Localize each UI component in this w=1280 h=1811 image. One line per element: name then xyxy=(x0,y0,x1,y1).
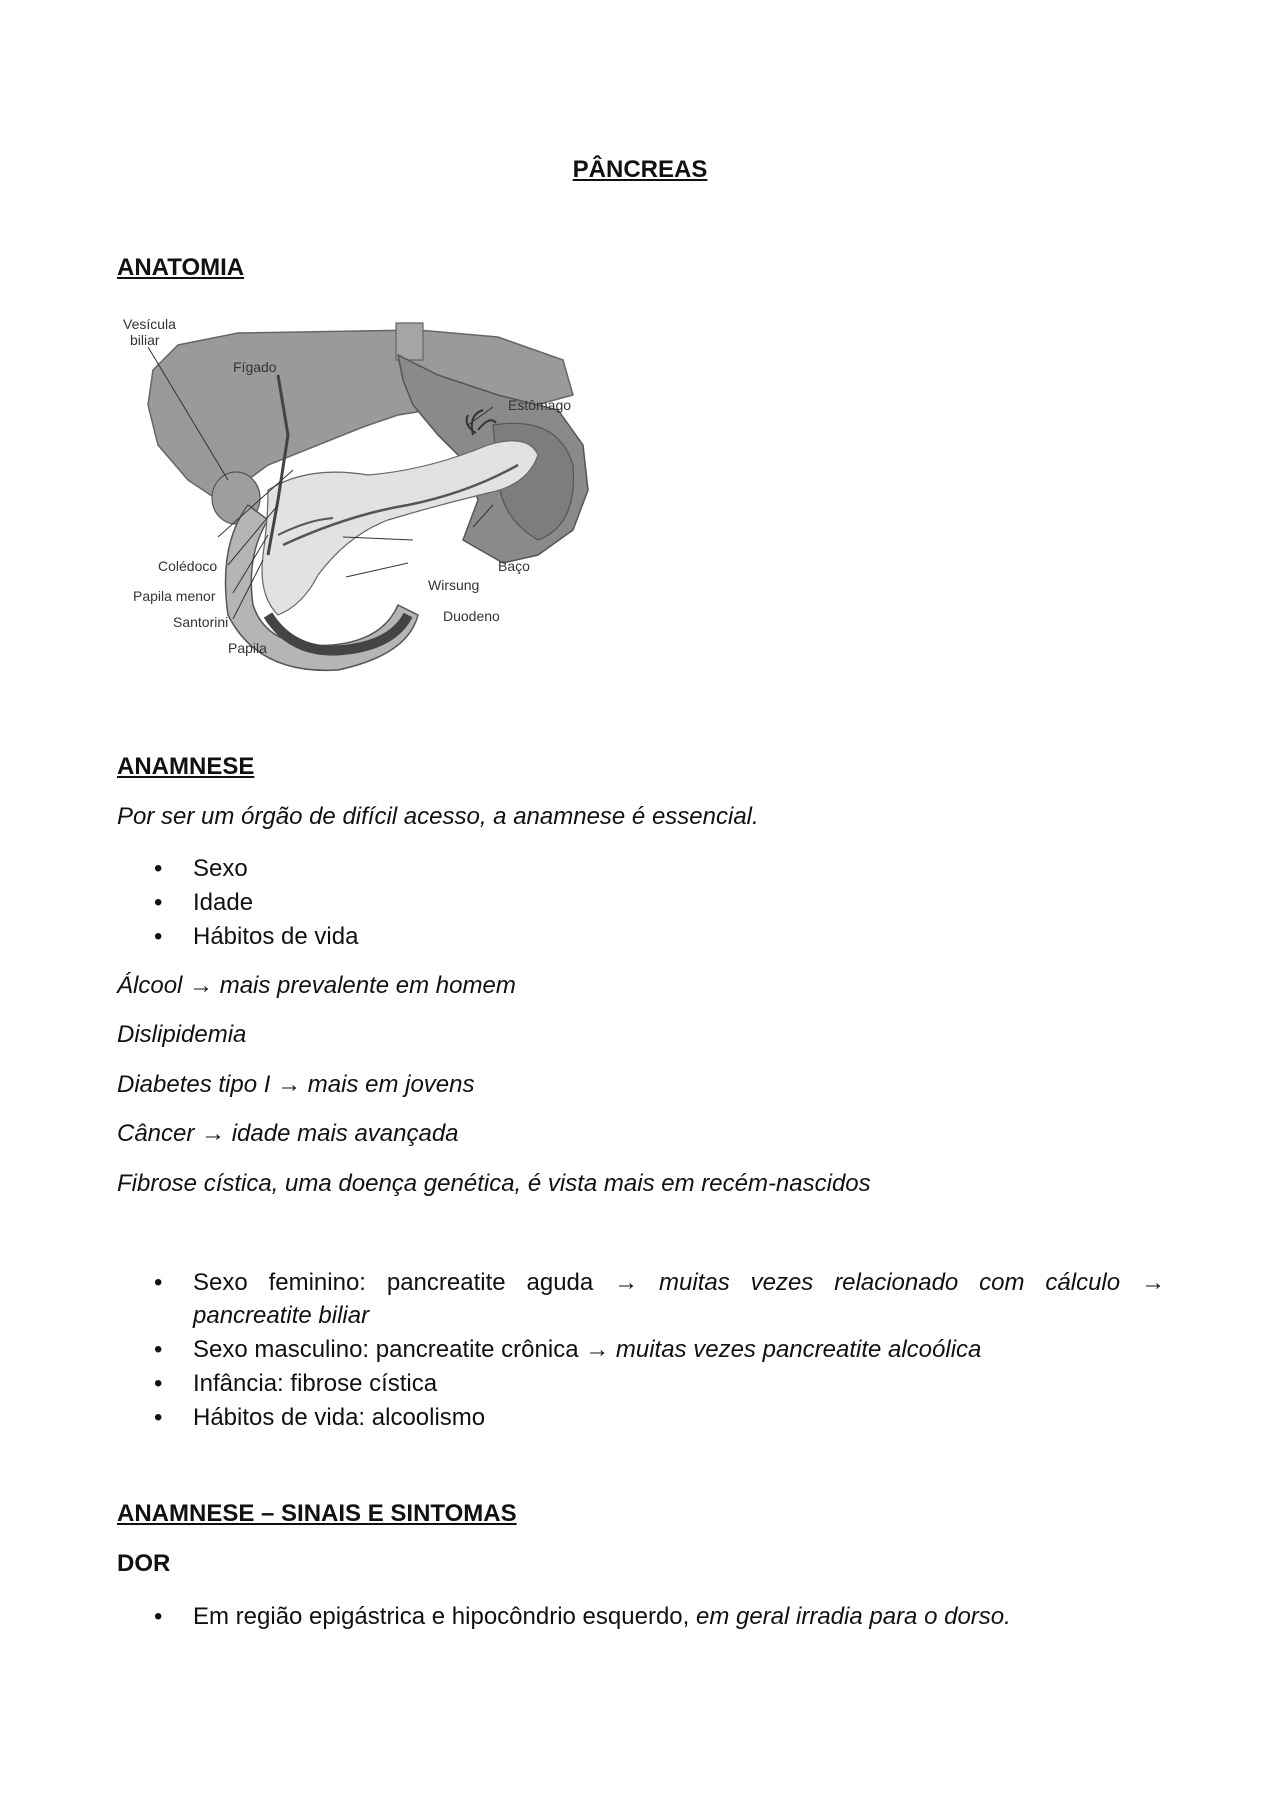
list-item: • Sexo xyxy=(154,855,248,882)
bullet-glyph: • xyxy=(154,1269,163,1296)
label-papila-menor: Papila menor xyxy=(133,588,216,604)
label-wirsung: Wirsung xyxy=(428,577,480,593)
bullet-glyph: • xyxy=(154,855,163,882)
pancreas-anatomy-figure xyxy=(118,315,600,685)
bullet-glyph: • xyxy=(154,1336,163,1363)
label-papila: Papila xyxy=(228,640,267,656)
bullet-glyph: • xyxy=(154,1603,163,1630)
list-item: • Hábitos de vida xyxy=(154,923,359,950)
list-item: • Hábitos de vida: alcoolismo xyxy=(154,1404,486,1431)
list-item: • Idade xyxy=(154,889,254,916)
line-dislipidemia: Dislipidemia xyxy=(117,1021,247,1048)
label-duodeno: Duodeno xyxy=(443,608,500,624)
bullet-glyph: • xyxy=(154,1404,163,1431)
line-fibrose: Fibrose cística, uma doença genética, é vista mais em recém-nascidos xyxy=(117,1170,871,1197)
list-item: • Infância: fibrose cística xyxy=(154,1370,438,1397)
list-item-continuation: pancreatite biliar xyxy=(193,1302,370,1329)
label-santorini: Santorini xyxy=(173,614,229,630)
page-title: PÂNCREAS xyxy=(572,156,708,183)
bullet-glyph: • xyxy=(154,889,163,916)
label-figado: Fígado xyxy=(233,359,277,375)
line-diabetes: Diabetes tipo I → mais em jovens xyxy=(117,1071,475,1098)
list-item: • Sexo feminino: pancreatite aguda → muitas vezes relacionado com cálculo → xyxy=(154,1269,1165,1296)
bullet-glyph: • xyxy=(154,923,163,950)
label-baco: Baço xyxy=(498,558,530,574)
esophagus-shape xyxy=(396,323,423,360)
subheading-dor: DOR xyxy=(117,1550,171,1577)
list-item: • Em região epigástrica e hipocôndrio esquerdo, em geral irradia para o dorso. xyxy=(154,1603,1011,1630)
section-heading-anatomia: ANATOMIA xyxy=(117,254,245,281)
line-cancer: Câncer → idade mais avançada xyxy=(117,1120,459,1147)
section-heading-sinais-sintomas: ANAMNESE – SINAIS E SINTOMAS xyxy=(117,1500,517,1527)
section-heading-anamnese: ANAMNESE xyxy=(117,753,255,780)
label-vesicula-line2: biliar xyxy=(130,332,160,348)
label-vesicula-line1: Vesícula xyxy=(123,316,176,332)
line-alcool: Álcool → mais prevalente em homem xyxy=(117,972,516,999)
label-coledoco: Colédoco xyxy=(158,558,218,574)
anamnese-intro: Por ser um órgão de difícil acesso, a anamnese é essencial. xyxy=(117,803,759,830)
label-estomago: Estômago xyxy=(508,397,572,413)
list-item: • Sexo masculino: pancreatite crônica → muitas vezes pancreatite alcoólica xyxy=(154,1336,982,1363)
bullet-glyph: • xyxy=(154,1370,163,1397)
